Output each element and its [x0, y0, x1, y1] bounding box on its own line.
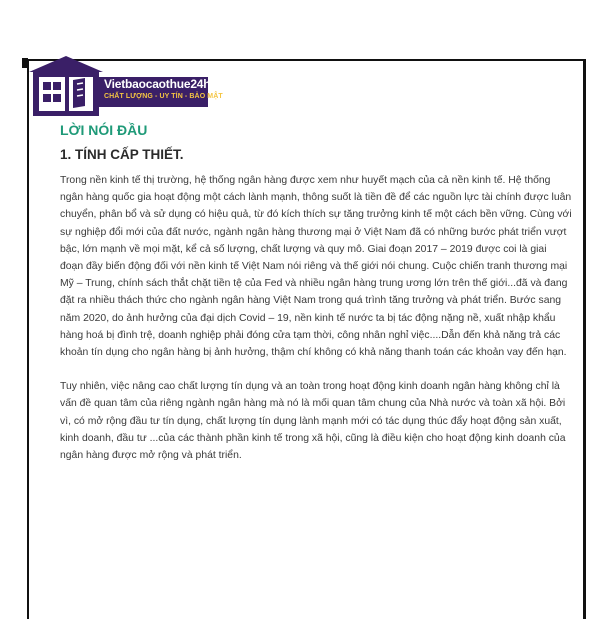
brand-tagline: CHẤT LƯỢNG - UY TÍN - BẢO MẬT — [104, 93, 223, 100]
paragraph: Tuy nhiên, việc nâng cao chất lượng tín dụng và an toàn trong hoạt động kinh doanh ngân hàng không chỉ là vấn đề quan tâm của riêng ngành ngân hàng mà nó là mối quan tâm chung của Nhà nước và toàn xã hội. Bởi vì, có mở rộng đầu tư tín dụng, chất lượng tín dụng lành mạnh mới có tác dụng thúc đẩy hoạt động sản xuất, kinh doanh, đầu tư ...của các thành phần kinh tế trong xã hội, cũng là điều kiện cho hoạt động kinh doanh của ngân hàng được mở rộng và phát triển. — [60, 381, 566, 462]
document-content — [60, 122, 572, 464]
paragraph: Trong nền kinh tế thị trường, hệ thống ngân hàng được xem như huyết mạch của cả nền kinh tế. Hệ thống ngân hàng quốc gia hoạt động một cách lành mạnh, thông suốt là tiền đề để các nguồn lực tài chính được luân chuyển, phân bổ và sử dụng có hiệu quả, từ đó kích thích sự tăng trưởng kinh tế một cách bền vững. Cùng với sự nghiệp đổi mới của đất nước, ngành ngân hàng thương mại ở Việt Nam đã có những bước phát triển vượt bậc, lớn mạnh về mọi mặt, kể cả số lượng, chất lượng và quy mô. Giai đoạn 2017 – 2019 được coi là giai đoạn đầy biến động đối với nền kinh tế Việt Nam nói riêng và thế giới nói chung. Cuộc chiến tranh thương mại Mỹ – Trung, chính sách thắt chặt tiền tệ của Fed và nhiều ngân hàng trung ương lớn trên thế giới...đã và đang đặt ra nhiều thách thức cho ngành ngân hàng Việt Nam trong quá trình tăng trưởng và phát triển. Bước sang năm 2020, do ảnh hưởng của đại dịch Covid – 19, nền kinh tế nước ta bị tác động nặng nề, xuất nhập khẩu hàng hoá bị đình trệ, doanh nghiệp phải đóng cửa tạm thời, công nhân nghỉ việc....Dẫn đến khả năng trả các khoản tín dụng cho ngân hàng bị ảnh hưởng, thậm chí không có khả năng thanh toán các khoản vay đến hạn. — [60, 175, 572, 359]
section-title: 1. TÍNH CẤP THIẾT. — [60, 147, 184, 162]
book-house-icon — [27, 50, 105, 120]
document-title: LỜI NÓI ĐẦU — [60, 122, 148, 138]
brand-name: Vietbaocaothue24h — [104, 77, 211, 91]
